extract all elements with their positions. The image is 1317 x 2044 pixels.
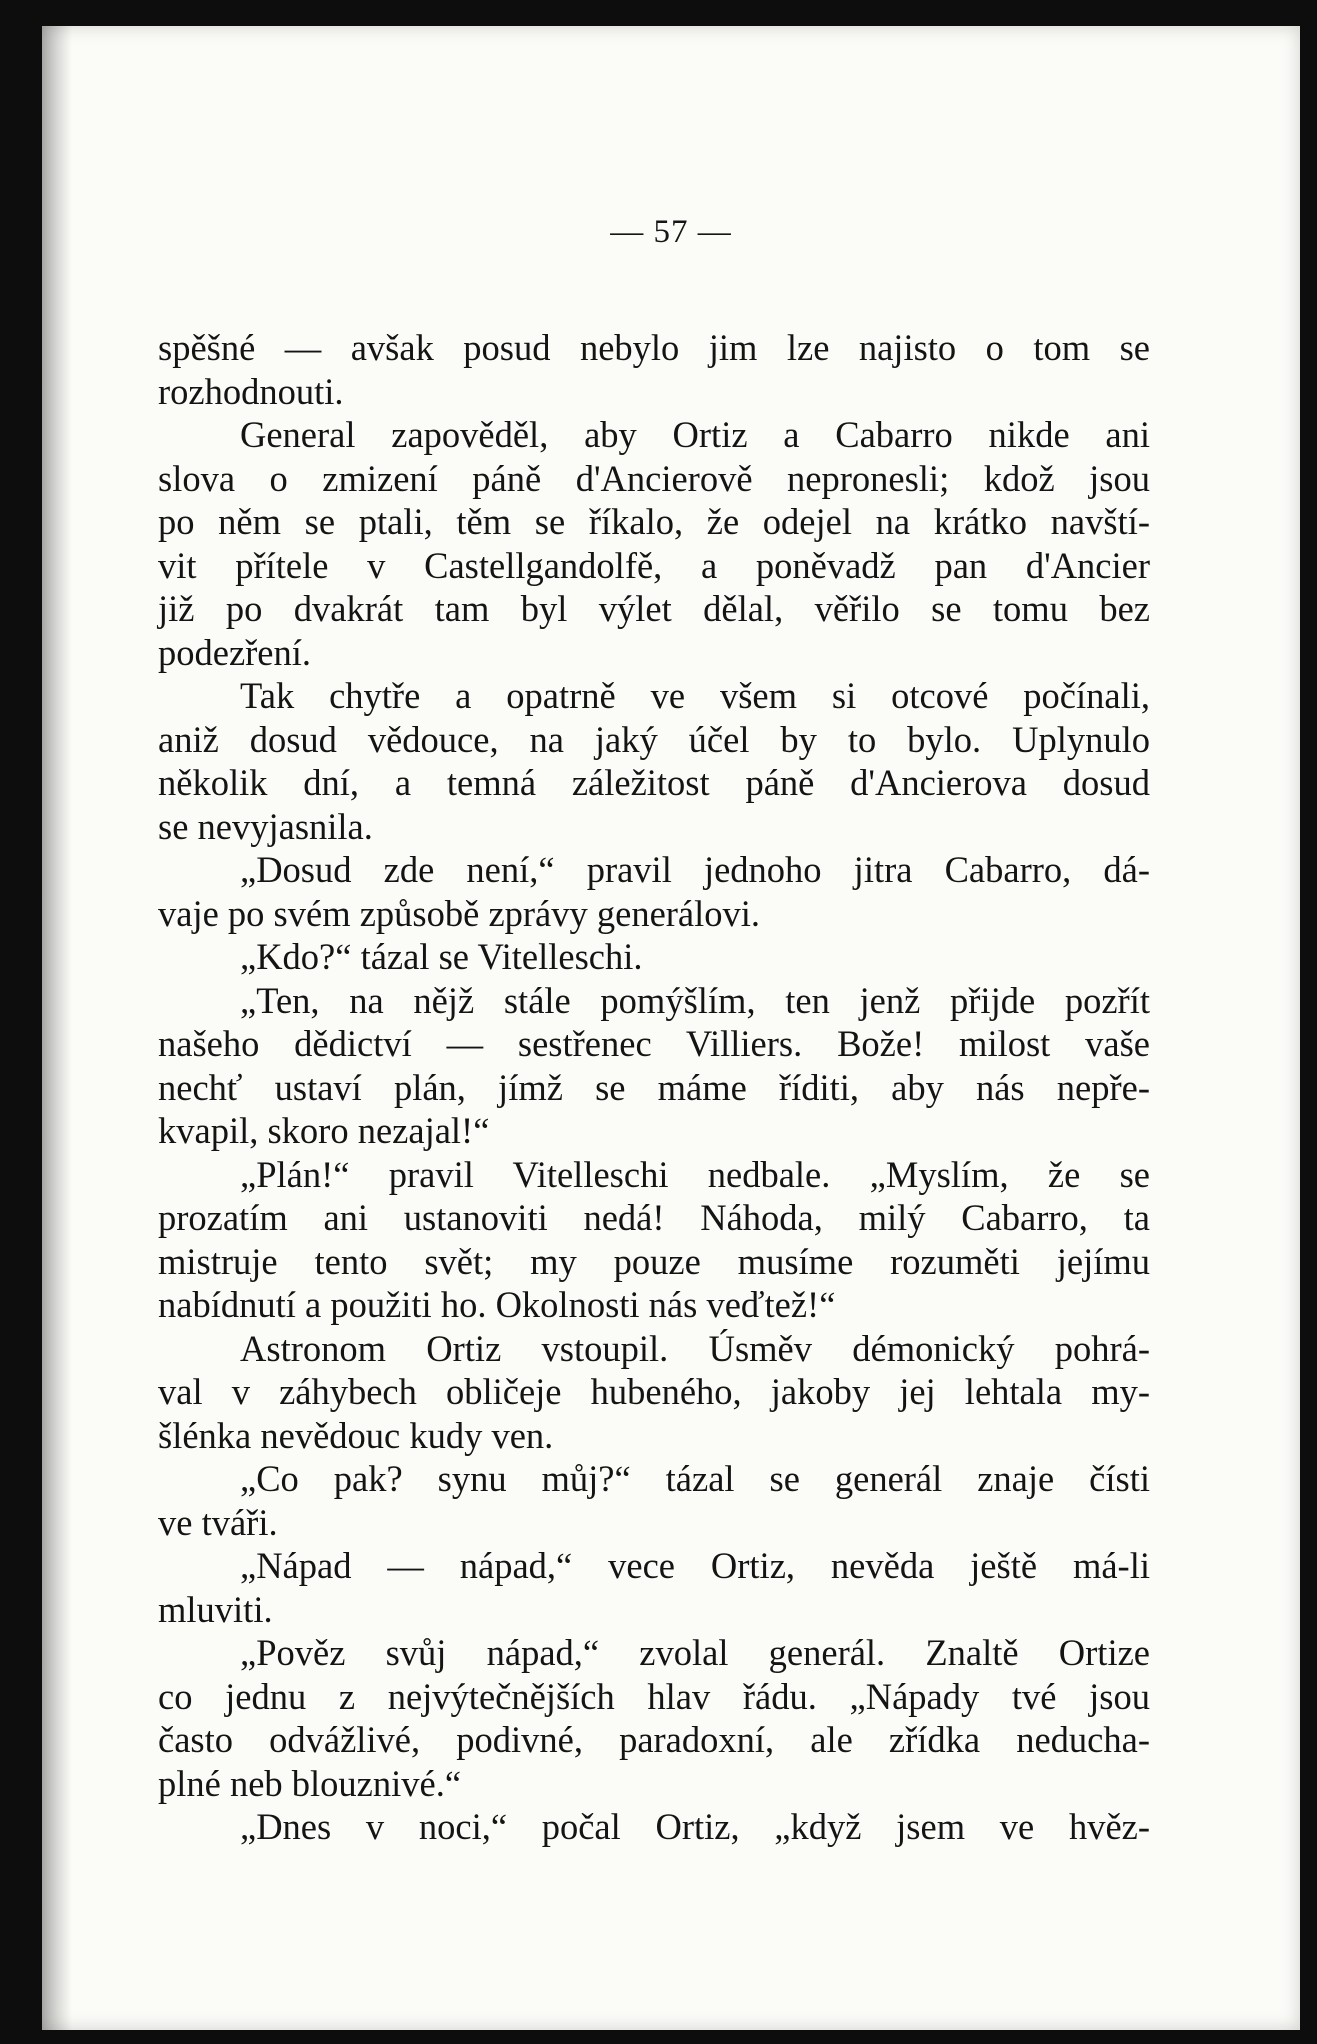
text-line: Tak chytře a opatrně ve všem si otcové počínali, [240, 675, 1150, 716]
text-line: plné neb blouznivé.“ [158, 1762, 462, 1804]
text-line: „Nápad — nápad,“ vece Ortiz, nevěda ještě má-li [240, 1545, 1150, 1586]
text-line: vaje po svém způsobě zprávy generálovi. [158, 892, 761, 934]
page-number: — 57 — [610, 214, 732, 250]
text-line: často odvážlivé, podivné, paradoxní, ale zřídka neducha- [158, 1719, 1150, 1760]
text-line: již po dvakrát tam byl výlet dělal, věřilo se tomu bez [158, 588, 1150, 629]
text-line: kvapil, skoro nezajal!“ [158, 1110, 490, 1151]
text-line: General zapověděl, aby Ortiz a Cabarro nikde ani [240, 414, 1150, 455]
text-line: šlénka nevědouc kudy ven. [158, 1414, 554, 1456]
text-line: ve tváři. [158, 1501, 278, 1543]
page-gutter-shadow [42, 26, 72, 2030]
text-line: „Kdo?“ tázal se Vitelleschi. [240, 936, 643, 977]
text-line: „Dnes v noci,“ počal Ortiz, „když jsem ve hvěz- [240, 1806, 1150, 1847]
text-line: se nevyjasnila. [158, 805, 373, 847]
text-line: vit přítele v Castellgandolfě, a poněvadž pan d'Ancier [158, 544, 1150, 586]
text-line: „Pověz svůj nápad,“ zvolal generál. Znaltě Ortize [240, 1632, 1150, 1673]
text-line: aniž dosud vědouce, na jaký účel by to bylo. Uplynulo [158, 718, 1150, 760]
text-line: několik dní, a temná záležitost páně d'Ancierova dosud [158, 762, 1150, 803]
text-line: mluviti. [158, 1588, 273, 1630]
text-line: slova o zmizení páně d'Ancierově nepronesli; kdož jsou [158, 457, 1150, 499]
text-line: „Ten, na nějž stále pomýšlím, ten jenž přijde pozřít [240, 979, 1150, 1021]
text-line: rozhodnouti. [158, 370, 344, 412]
text-line: val v záhybech obličeje hubeného, jakoby jej lehtala my- [158, 1371, 1150, 1412]
text-line: „Dosud zde není,“ pravil jednoho jitra Cabarro, dá- [240, 849, 1150, 890]
text-line: Astronom Ortiz vstoupil. Úsměv démonický pohrá- [240, 1327, 1150, 1369]
text-line: mistruje tento svět; my pouze musíme rozuměti jejímu [158, 1240, 1150, 1282]
book-page [42, 26, 1300, 2030]
text-line: našeho dědictví — sestřenec Villiers. Bože! milost vaše [158, 1023, 1150, 1064]
text-line: co jednu z nejvýtečnějších hlav řádu. „Nápady tvé jsou [158, 1675, 1150, 1717]
text-line: prozatím ani ustanoviti nedá! Náhoda, milý Cabarro, ta [158, 1197, 1150, 1238]
text-line: podezření. [158, 631, 312, 673]
text-line: „Plán!“ pravil Vitelleschi nedbale. „Myslím, že se [240, 1153, 1150, 1195]
text-line: nabídnutí a použiti ho. Okolnosti nás veďtež!“ [158, 1284, 836, 1325]
text-line: nechť ustaví plán, jímž se máme říditi, aby nás nepře- [158, 1066, 1150, 1108]
text-line: po něm se ptali, těm se říkalo, že odejel na krátko navští- [158, 501, 1150, 542]
text-line: „Co pak? synu můj?“ tázal se generál znaje čísti [240, 1458, 1150, 1499]
body-text [158, 326, 1150, 1849]
text-line: spěšné — avšak posud nebylo jim lze najisto o tom se [158, 327, 1150, 368]
